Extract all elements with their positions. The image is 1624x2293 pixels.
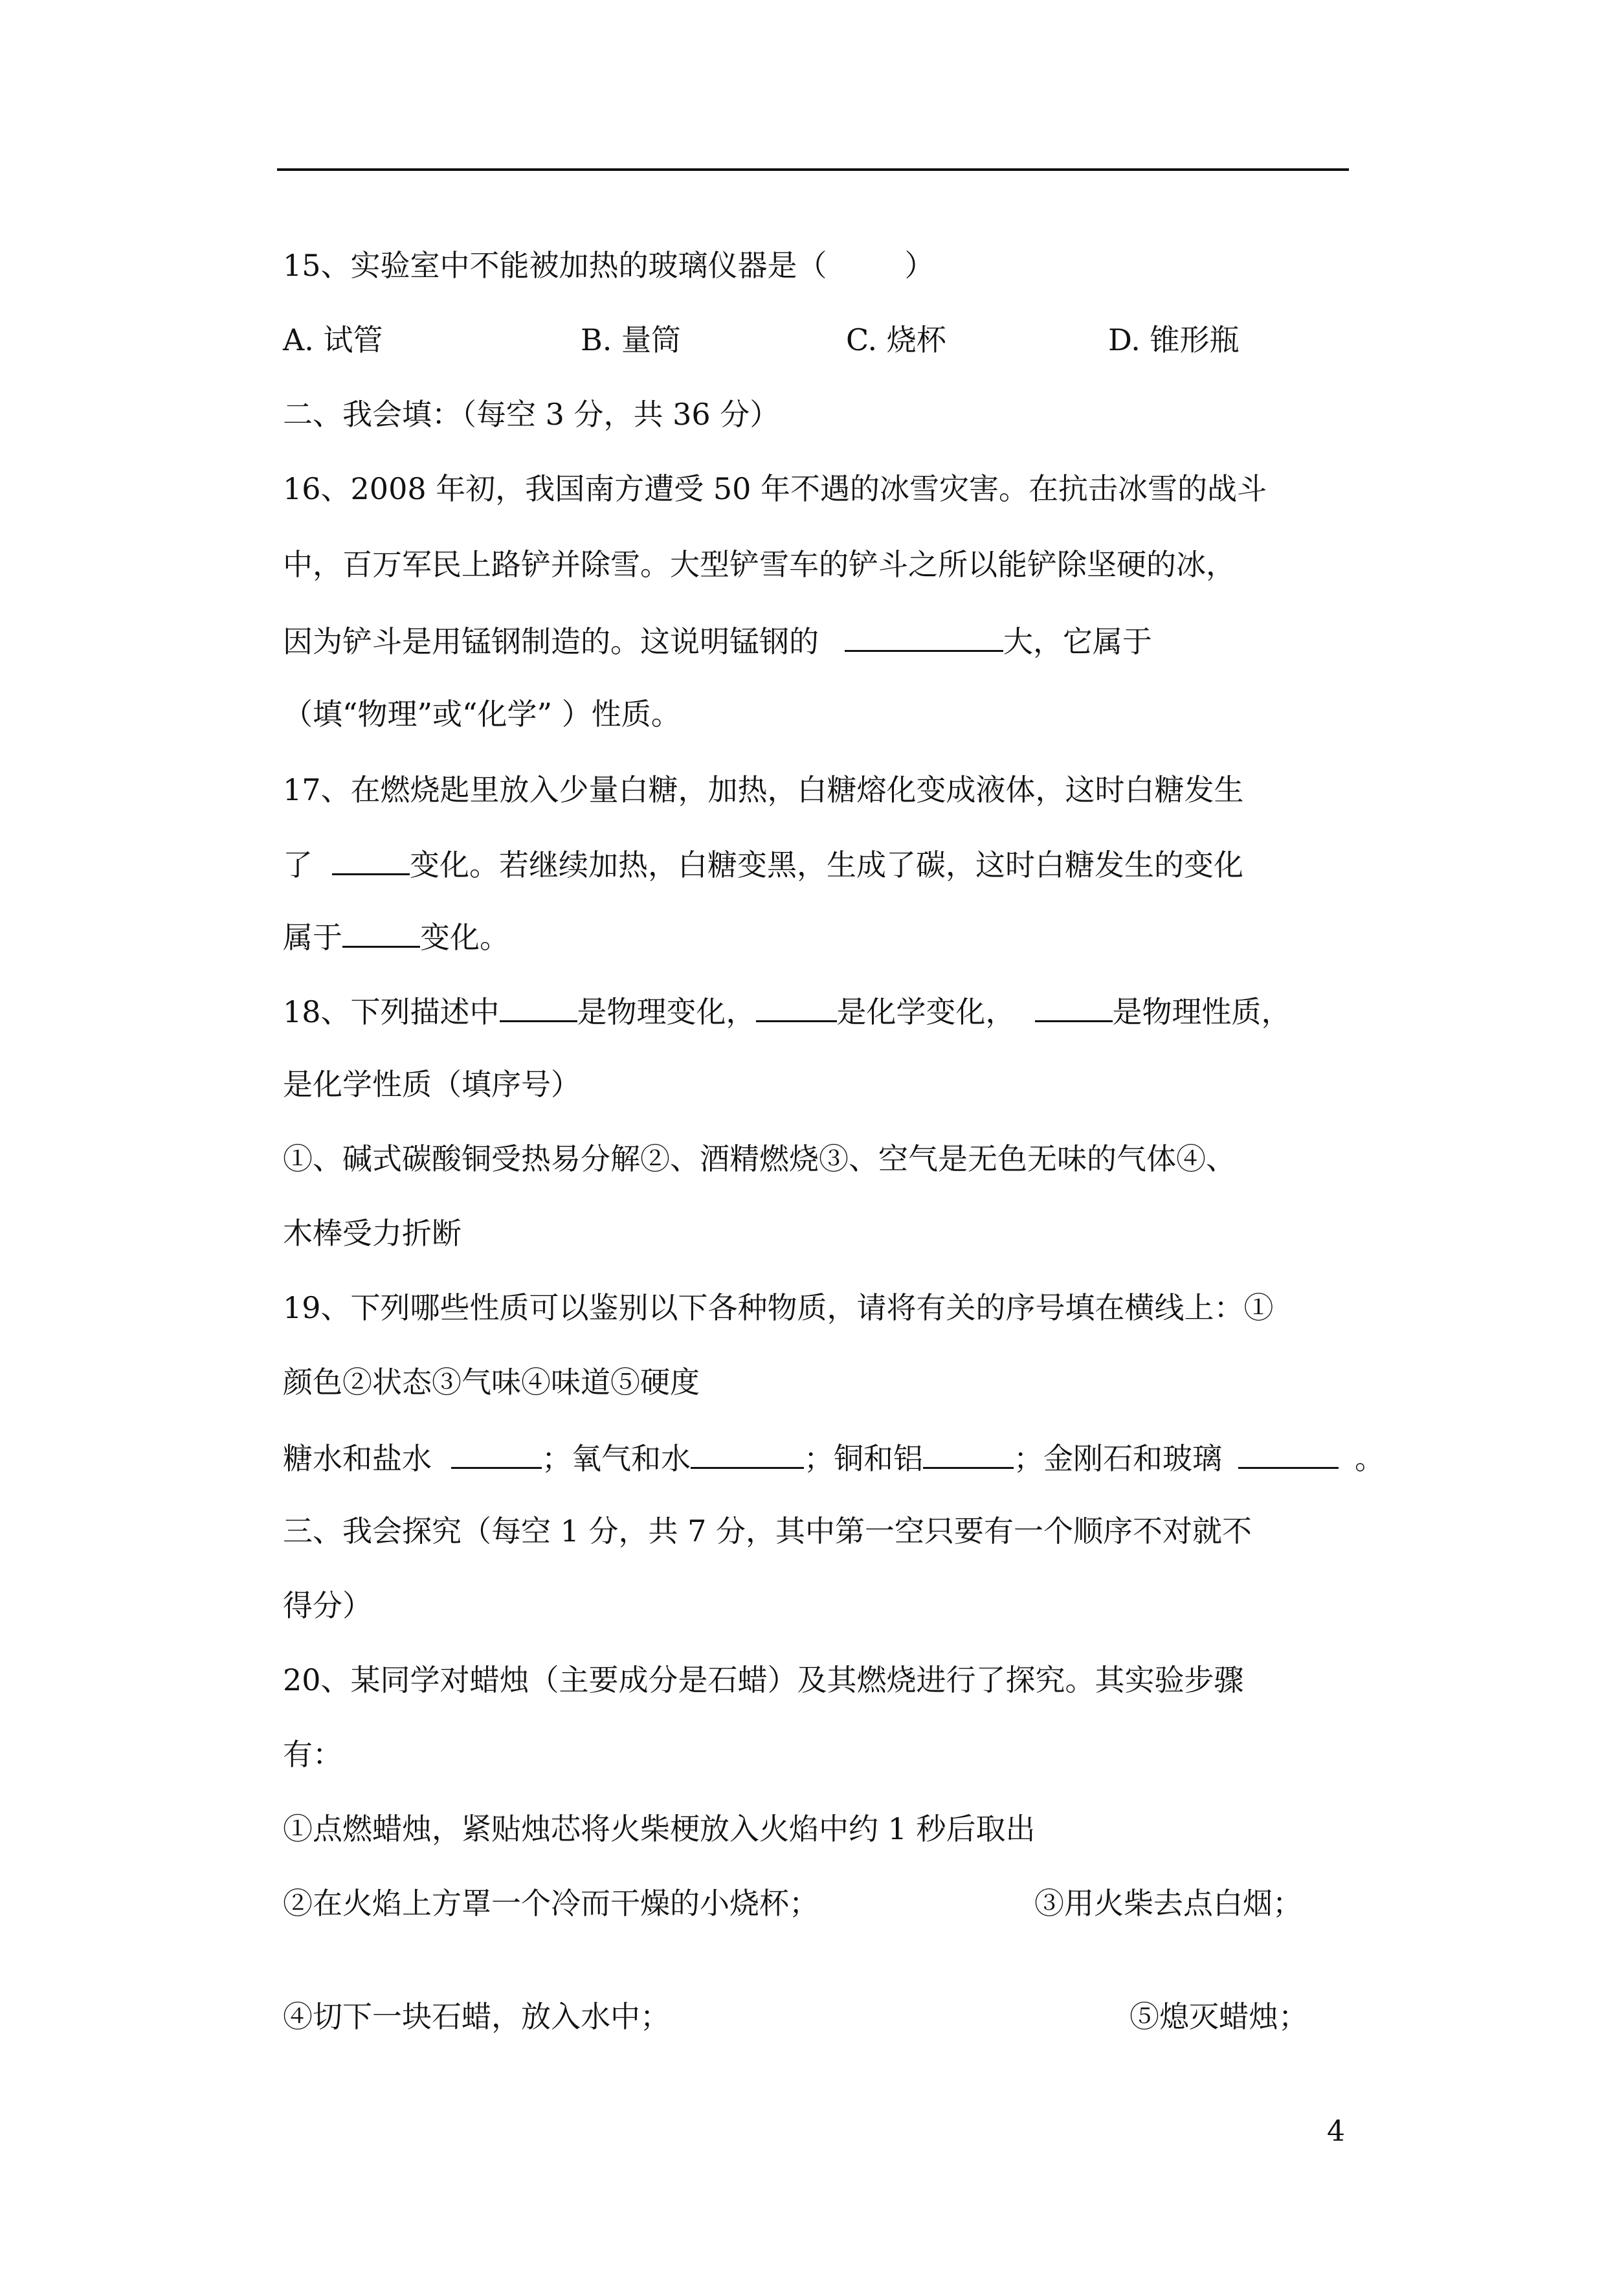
- q19-text-d: ；金刚石和玻璃: [1014, 1441, 1222, 1476]
- q19-blank-3[interactable]: [923, 1437, 1014, 1469]
- q16-line3-text-b: 大，它属于: [1003, 624, 1152, 659]
- q17-line1: 17、在燃烧匙里放入少量白糖，加热，白糖熔化变成液体，这时白糖发生: [283, 772, 1244, 807]
- q15-option-a: A. 试管: [283, 322, 383, 357]
- q19-text-c: ；铜和铝: [804, 1441, 923, 1476]
- q16-line1: 16、2008 年初，我国南方遭受 50 年不遇的冰雪灾害。在抗击冰雪的战斗: [283, 471, 1267, 506]
- q19-text-a: 糖水和盐水: [283, 1441, 432, 1476]
- q18-blank-2[interactable]: [756, 990, 837, 1022]
- section2-title: 二、我会填：（每空 3 分，共 36 分）: [283, 397, 780, 432]
- q20-step2: ②在火焰上方罩一个冷而干燥的小烧杯；: [283, 1886, 819, 1921]
- q19-line2: 颜色②状态③气味④味道⑤硬度: [283, 1365, 700, 1400]
- q18-text-c: 是化学变化，: [836, 994, 1016, 1029]
- q18-line1: [283, 990, 1291, 1031]
- q15-option-c: C. 烧杯: [846, 322, 946, 357]
- q17-line2-text-a: 了: [283, 847, 313, 882]
- q18-text-a: 18、下列描述中: [283, 994, 500, 1029]
- q17-line3-text-a: 属于: [283, 920, 342, 955]
- q16-line3-text-a: 因为铲斗是用锰钢制造的。这说明锰钢的: [283, 624, 819, 659]
- q19-blank-4[interactable]: [1238, 1437, 1339, 1469]
- q20-step1: ①点燃蜡烛，紧贴烛芯将火柴梗放入火焰中约 1 秒后取出: [283, 1811, 1036, 1846]
- q15-option-b: B. 量筒: [581, 322, 682, 357]
- q17-line2: [283, 844, 1243, 884]
- q16-line4: （填“物理”或“化学” ）性质。: [283, 697, 681, 732]
- q15-options: [283, 320, 1383, 359]
- q19-blank-1[interactable]: [451, 1437, 542, 1469]
- q17-line2-text-b: 变化。若继续加热，白糖变黑，生成了碳，这时白糖发生的变化: [410, 847, 1243, 882]
- q17-blank-1[interactable]: [332, 844, 410, 875]
- q15-stem: [283, 246, 935, 285]
- q18-line4: 木棒受力折断: [283, 1216, 462, 1251]
- q18-blank-1[interactable]: [500, 990, 577, 1022]
- q20-line2: 有：: [283, 1737, 342, 1772]
- q15-stem-end: ）: [904, 248, 935, 283]
- q19-line3: [283, 1437, 1385, 1478]
- q16-line3: [283, 620, 1152, 661]
- header-rule: [277, 168, 1349, 171]
- q18-text-d: 是物理性质，: [1112, 994, 1291, 1029]
- q17-line3-text-b: 变化。: [420, 920, 509, 955]
- q17-line3: [283, 916, 509, 957]
- q18-blank-3[interactable]: [1035, 990, 1113, 1022]
- q16-answer-blank[interactable]: [845, 620, 1003, 652]
- q19-blank-2[interactable]: [691, 1437, 804, 1469]
- q19-text-b: ；氧气和水: [542, 1441, 691, 1476]
- q15-option-d: D. 锥形瓶: [1108, 322, 1240, 357]
- q18-line3: ①、碱式碳酸铜受热易分解②、酒精燃烧③、空气是无色无味的气体④、: [283, 1141, 1236, 1176]
- q19-text-e: 。: [1355, 1441, 1385, 1476]
- q20-step5: ⑤熄灭蜡烛；: [1129, 1999, 1308, 2034]
- q18-line2: 是化学性质（填序号）: [283, 1067, 581, 1102]
- q15-stem-text: 15、实验室中不能被加热的玻璃仪器是（: [283, 248, 827, 283]
- q16-line2: 中，百万军民上路铲并除雪。大型铲雪车的铲斗之所以能铲除坚硬的冰，: [283, 547, 1236, 582]
- q20-step4: ④切下一块石蜡，放入水中；: [283, 1999, 670, 2034]
- q18-text-b: 是物理变化，: [577, 994, 756, 1029]
- section3-line2: 得分）: [283, 1588, 372, 1623]
- q20-step3: ③用火柴去点白烟；: [1034, 1886, 1302, 1921]
- page-number: 4: [1327, 2115, 1345, 2148]
- section3-line1: 三、我会探究（每空 1 分，共 7 分，其中第一空只要有一个顺序不对就不: [283, 1514, 1252, 1549]
- q20-line1: 20、某同学对蜡烛（主要成分是石蜡）及其燃烧进行了探究。其实验步骤: [283, 1662, 1244, 1697]
- q17-blank-2[interactable]: [342, 916, 420, 948]
- q19-line1: 19、下列哪些性质可以鉴别以下各种物质，请将有关的序号填在横线上：①: [283, 1290, 1274, 1325]
